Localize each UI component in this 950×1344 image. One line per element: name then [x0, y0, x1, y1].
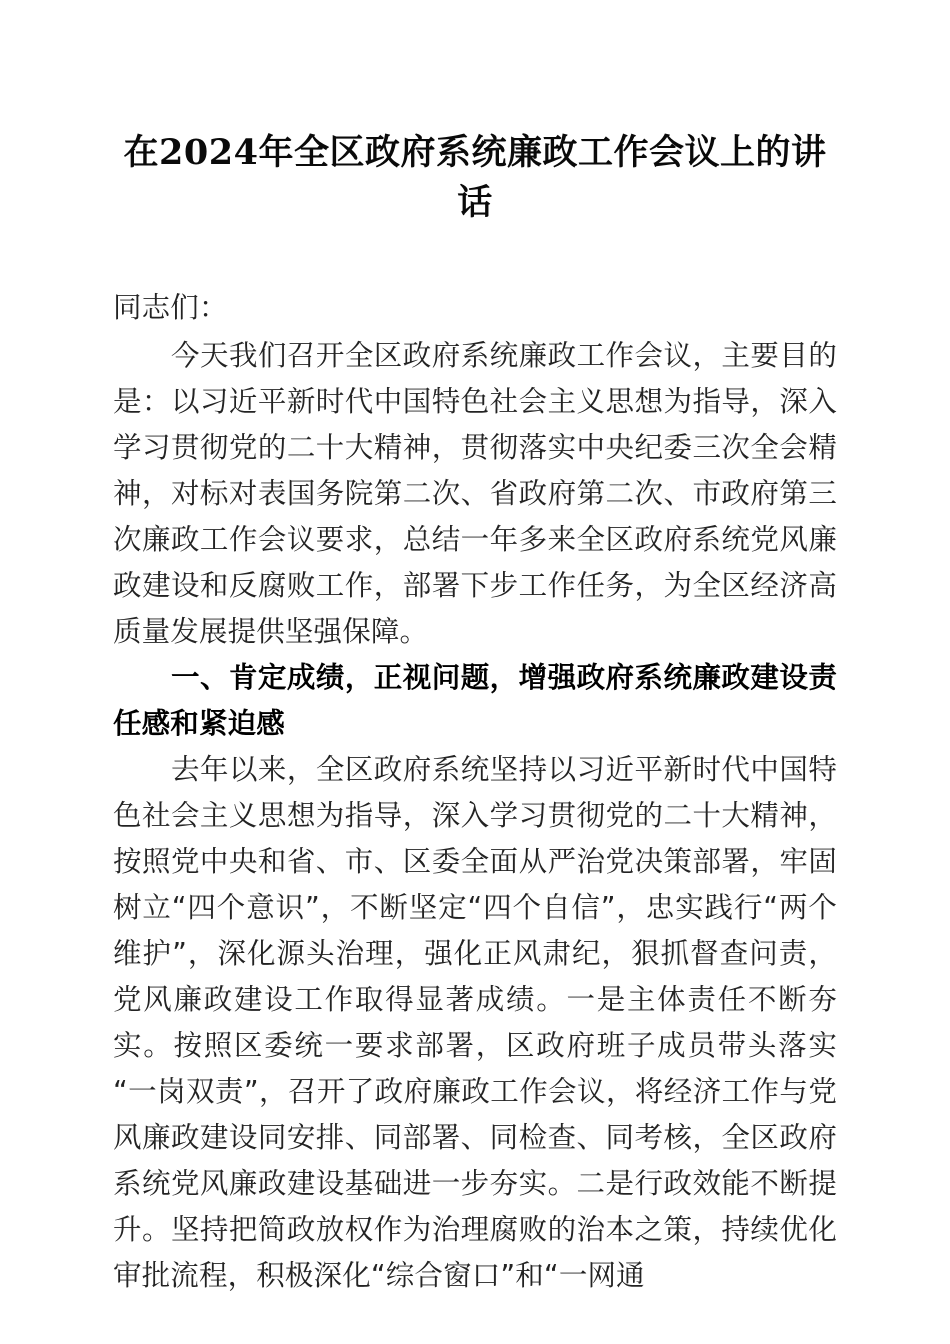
page-title: 在2024年全区政府系统廉政工作会议上的讲话 [123, 132, 827, 223]
opening-paragraph: 今天我们召开全区政府系统廉政工作会议，主要目的是：以习近平新时代中国特色社会主义思想为指导，深入学习贯彻党的二十大精神，贯彻落实中央纪委三次全会精神，对标对表国务院第二次、省政府第二次、市政府第三次廉政工作会议要求，总结一年多来全区政府系统党风廉政建设和反腐败工作，部署下步工作任务，为全区经济高质量发展提供坚强保障。 [113, 339, 837, 648]
section-one-paragraph: 去年以来，全区政府系统坚持以习近平新时代中国特色社会主义思想为指导，深入学习贯彻党的二十大精神，按照党中央和省、市、区委全面从严治党决策部署，牢固树立“四个意识”，不断坚定“四个自信”，忠实践行“两个维护”，深化源头治理，强化正风肃纪，狠抓督查问责，党风廉政建设工作取得显著成绩。一是主体责任不断夯实。按照区委统一要求部署，区政府班子成员带头落实“一岗双责”，召开了政府廉政工作会议，将经济工作与党风廉政建设同安排、同部署、同检查、同考核，全区政府系统党风廉政建设基础进一步夯实。二是行政效能不断提升。坚持把简政放权作为治理腐败的治本之策，持续优化审批流程，积极深化“综合窗口”和“一网通 [113, 753, 837, 1292]
salutation-line: 同志们： [113, 291, 228, 324]
document-content [113, 0, 837, 1299]
section-heading-one: 一、肯定成绩，正视问题，增强政府系统廉政建设责任感和紧迫感 [113, 661, 837, 740]
